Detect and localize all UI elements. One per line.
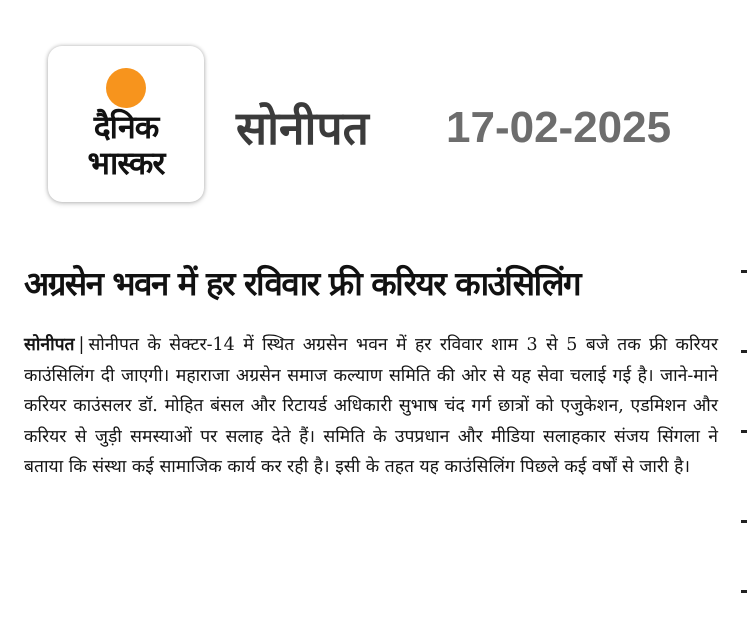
article-dateline: सोनीपत (24, 335, 75, 355)
logo-text-line1: दैनिक (93, 108, 159, 146)
edge-mark (741, 350, 747, 353)
logo-text-line2: भास्कर (87, 144, 165, 182)
logo (48, 46, 204, 202)
article-body (24, 330, 718, 483)
article-body-text: सोनीपत के सेक्टर-14 में स्थित अग्रसेन भवन में हर रविवार शाम 3 से 5 बजे तक फ्री करियर काउंसिलिंग दी जाएगी। महाराजा अग्रसेन समाज कल्याण समिति की ओर से यह सेवा चलाई गई है। जाने-माने करियर काउंसलर डॉ. मोहित बंसल और रिटायर्ड अधिकारी सुभाष चंद गर्ग छात्रों को एजुकेशन, एडमिशन और करियर से जुड़ी समस्याओं पर सलाह देते हैं। समिति के उपप्रधान और मीडिया सलाहकार संजय सिंगला ने बताया कि संस्था कई सामाजिक कार्य कर रही है। इसी के तहत यह काउंसिलिंग पिछले कई वर्षों से जारी है। (24, 335, 718, 477)
edge-mark (741, 590, 747, 593)
adjacent-column-edge (739, 250, 747, 610)
edge-mark (741, 520, 747, 523)
article-headline: अग्रसेन भवन में हर रविवार फ्री करियर काउंसिलिंग (24, 264, 581, 303)
edition-city: सोनीपत (236, 101, 369, 155)
edge-mark (741, 270, 747, 273)
edge-mark (741, 430, 747, 433)
news-clipping (20, 250, 720, 624)
dateline-separator: | (78, 335, 85, 355)
edition-date: 17-02-2025 (446, 103, 672, 152)
logo-sun-icon (106, 68, 146, 108)
